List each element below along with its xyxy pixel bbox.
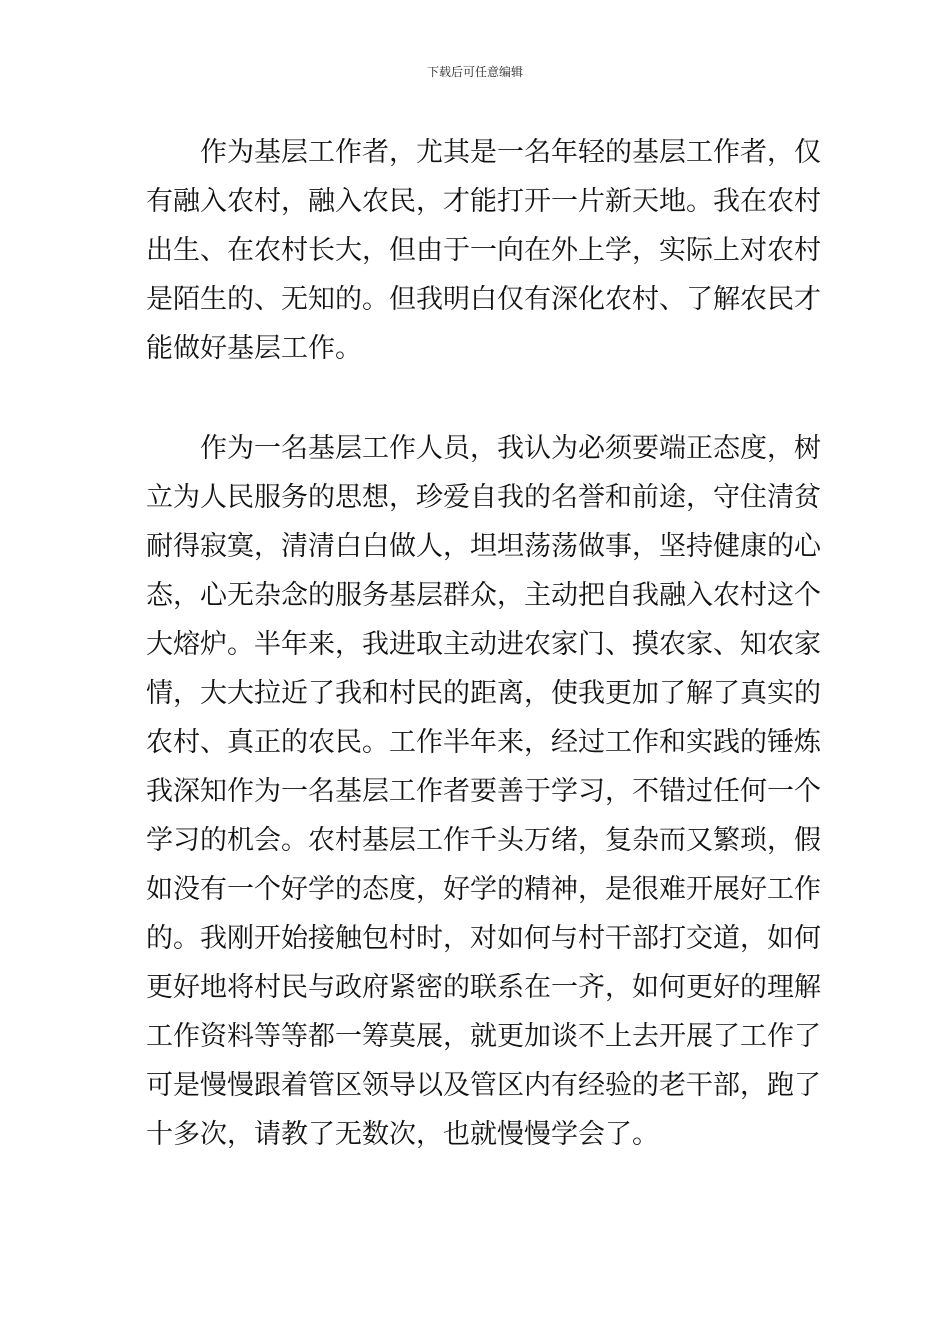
text-line: 农村、真正的农民。工作半年来，经过工作和实践的锤炼 xyxy=(146,727,821,758)
text-line: 立为人民服务的思想，珍爱自我的名誉和前途，守住清贫 xyxy=(146,482,821,513)
paragraph-2 xyxy=(146,424,821,1159)
text-line: 十多次，请教了无数次，也就慢慢学会了。 xyxy=(146,1119,659,1150)
text-line: 态，心无杂念的服务基层群众，主动把自我融入农村这个 xyxy=(146,580,821,611)
text-line: 学习的机会。农村基层工作千头万绪，复杂而又繁琐，假 xyxy=(146,825,821,856)
text-line: 耐得寂寞，清清白白做人，坦坦荡荡做事，坚持健康的心 xyxy=(146,531,821,562)
text-line: 是陌生的、无知的。但我明白仅有深化农村、了解农民才 xyxy=(146,284,821,315)
paragraph-1 xyxy=(146,128,821,373)
text-line: 可是慢慢跟着管区领导以及管区内有经验的老干部，跑了 xyxy=(146,1070,821,1101)
text-line: 更好地将村民与政府紧密的联系在一齐，如何更好的理解 xyxy=(146,972,821,1003)
text-line: 情，大大拉近了我和村民的距离，使我更加了解了真实的 xyxy=(146,678,821,709)
text-line: 的。我刚开始接触包村时，对如何与村干部打交道，如何 xyxy=(146,923,821,954)
text-line: 作为基层工作者，尤其是一名年轻的基层工作者，仅 xyxy=(146,137,821,168)
text-line: 大熔炉。半年来，我进取主动进农家门、摸农家、知农家 xyxy=(146,629,821,660)
page-header-note: 下载后可任意编辑 xyxy=(426,65,523,79)
text-line: 如没有一个好学的态度，好学的精神，是很难开展好工作 xyxy=(146,874,821,905)
text-line: 工作资料等等都一筹莫展，就更加谈不上去开展了工作了 xyxy=(146,1021,821,1052)
text-line: 有融入农村，融入农民，才能打开一片新天地。我在农村 xyxy=(146,186,821,217)
text-line: 出生、在农村长大，但由于一向在外上学，实际上对农村 xyxy=(146,235,821,266)
text-line: 作为一名基层工作人员，我认为必须要端正态度，树 xyxy=(146,433,821,464)
document-body xyxy=(146,128,821,1150)
text-line: 能做好基层工作。 xyxy=(146,333,362,364)
text-line: 我深知作为一名基层工作者要善于学习，不错过任何一个 xyxy=(146,776,821,807)
